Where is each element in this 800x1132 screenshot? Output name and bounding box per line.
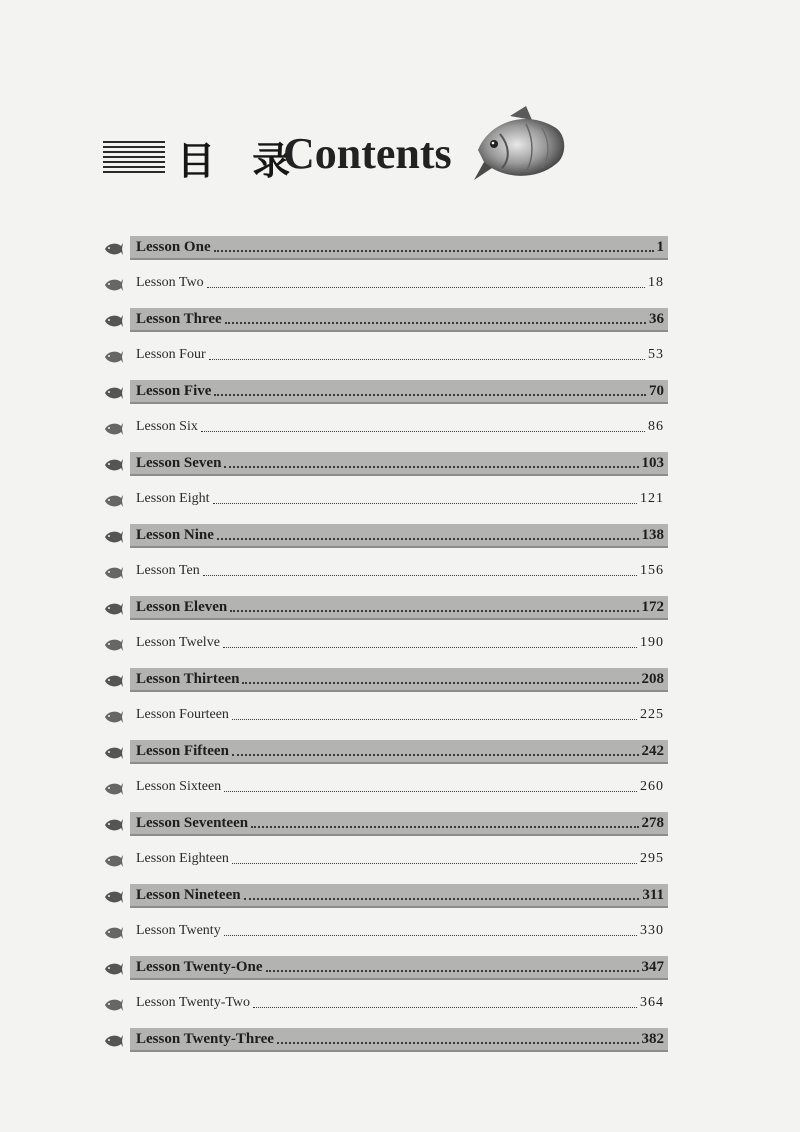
toc-page-number: 260 — [640, 779, 664, 794]
dot-leader — [214, 394, 646, 396]
dot-leader — [213, 503, 638, 504]
toc-page-number: 138 — [641, 526, 664, 543]
fish-bullet-icon — [104, 278, 124, 292]
dot-leader — [207, 287, 645, 288]
toc-label: Lesson Six — [136, 419, 198, 434]
toc-page-number: 53 — [648, 347, 664, 362]
toc-row[interactable] — [100, 956, 670, 980]
dot-leader — [223, 647, 637, 648]
toc-row[interactable] — [100, 272, 670, 296]
decorative-rule-lines — [103, 141, 165, 177]
toc-page-number: 70 — [649, 382, 664, 399]
toc-label: Lesson Ten — [136, 563, 200, 578]
fish-bullet-icon — [104, 422, 124, 436]
toc-page-number: 242 — [641, 742, 664, 759]
dot-leader — [253, 1007, 637, 1008]
toc-row[interactable] — [100, 344, 670, 368]
toc-label: Lesson Sixteen — [136, 779, 222, 794]
toc-label: Lesson Nineteen — [136, 886, 241, 903]
dot-leader — [244, 898, 640, 900]
dot-leader — [201, 431, 645, 432]
toc-label: Lesson Eight — [136, 491, 210, 506]
toc-page-number: 208 — [641, 670, 664, 687]
dot-leader — [232, 754, 639, 756]
toc-page-number: 103 — [641, 454, 664, 471]
fish-bullet-icon — [104, 350, 124, 364]
toc-row[interactable] — [100, 776, 670, 800]
fish-bullet-icon — [104, 566, 124, 580]
toc-row[interactable] — [100, 308, 670, 332]
toc-row[interactable] — [100, 848, 670, 872]
dot-leader — [225, 322, 646, 324]
toc-label: Lesson Eighteen — [136, 851, 229, 866]
toc-label: Lesson Seventeen — [136, 814, 249, 831]
toc-page-number: 311 — [642, 886, 664, 903]
fish-bullet-icon — [104, 746, 124, 760]
toc-label: Lesson Twenty-Two — [136, 995, 251, 1010]
toc-label: Lesson Thirteen — [136, 670, 240, 687]
toc-label: Lesson One — [136, 238, 211, 255]
toc-page-number: 190 — [640, 635, 664, 650]
fish-bullet-icon — [104, 674, 124, 688]
english-title: Contents — [283, 129, 452, 178]
toc-page-number: 121 — [640, 491, 664, 506]
toc-label: Lesson Twenty — [136, 923, 221, 938]
fish-bullet-icon — [104, 926, 124, 940]
toc-row[interactable] — [100, 560, 670, 584]
toc-row[interactable] — [100, 668, 670, 692]
fish-bullet-icon — [104, 458, 124, 472]
toc-row[interactable] — [100, 884, 670, 908]
fish-bullet-icon — [104, 386, 124, 400]
fish-bullet-icon — [104, 962, 124, 976]
toc-label: Lesson Twenty-One — [136, 958, 263, 975]
toc-page-number: 18 — [648, 275, 664, 290]
dot-leader — [230, 610, 638, 612]
fish-bullet-icon — [104, 1034, 124, 1048]
toc-page-number: 156 — [640, 563, 664, 578]
dot-leader — [224, 935, 637, 936]
toc-row[interactable] — [100, 380, 670, 404]
fish-bullet-icon — [104, 818, 124, 832]
toc-row[interactable] — [100, 992, 670, 1016]
toc-row[interactable] — [100, 596, 670, 620]
toc-page-number: 172 — [641, 598, 664, 615]
toc-row[interactable] — [100, 524, 670, 548]
toc-label: Lesson Four — [136, 347, 206, 362]
toc-row[interactable] — [100, 416, 670, 440]
fish-bullet-icon — [104, 242, 124, 256]
toc-page-number: 382 — [641, 1030, 664, 1047]
dot-leader — [232, 863, 637, 864]
toc-row[interactable] — [100, 452, 670, 476]
fish-bullet-icon — [104, 782, 124, 796]
toc-page-number: 364 — [640, 995, 664, 1010]
fish-bullet-icon — [104, 638, 124, 652]
toc-row[interactable] — [100, 920, 670, 944]
toc-label: Lesson Fifteen — [136, 742, 229, 759]
toc-page-number: 36 — [649, 310, 664, 327]
dot-leader — [242, 682, 638, 684]
toc-label: Lesson Two — [136, 275, 204, 290]
fish-bullet-icon — [104, 854, 124, 868]
toc-page-number: 86 — [648, 419, 664, 434]
toc-row[interactable] — [100, 1028, 670, 1052]
toc-label: Lesson Three — [136, 310, 222, 327]
dot-leader — [214, 250, 654, 252]
dot-leader — [209, 359, 645, 360]
dot-leader — [217, 538, 639, 540]
toc-row[interactable] — [100, 812, 670, 836]
angelfish-icon — [470, 106, 570, 186]
dot-leader — [266, 970, 639, 972]
toc-label: Lesson Twelve — [136, 635, 220, 650]
dot-leader — [224, 791, 637, 792]
toc-row[interactable] — [100, 704, 670, 728]
toc-label: Lesson Seven — [136, 454, 222, 471]
toc-row[interactable] — [100, 236, 670, 260]
fish-bullet-icon — [104, 494, 124, 508]
toc-label: Lesson Nine — [136, 526, 214, 543]
toc-label: Lesson Fourteen — [136, 707, 229, 722]
fish-bullet-icon — [104, 314, 124, 328]
fish-bullet-icon — [104, 890, 124, 904]
toc-page-number: 225 — [640, 707, 664, 722]
toc-page-number: 278 — [641, 814, 664, 831]
toc-row[interactable] — [100, 488, 670, 512]
dot-leader — [232, 719, 637, 720]
toc-row[interactable] — [100, 740, 670, 764]
fish-bullet-icon — [104, 998, 124, 1012]
toc-row[interactable] — [100, 632, 670, 656]
contents-header — [103, 108, 623, 198]
fish-bullet-icon — [104, 710, 124, 724]
toc-page-number: 330 — [640, 923, 664, 938]
toc-page-number: 295 — [640, 851, 664, 866]
chinese-title: 目 录 — [177, 139, 303, 183]
toc-label: Lesson Eleven — [136, 598, 228, 615]
toc-label: Lesson Five — [136, 382, 212, 399]
fish-bullet-icon — [104, 602, 124, 616]
dot-leader — [224, 466, 638, 468]
fish-bullet-icon — [104, 530, 124, 544]
toc-page-number: 1 — [656, 238, 664, 255]
dot-leader — [203, 575, 637, 576]
dot-leader — [277, 1042, 639, 1044]
dot-leader — [251, 826, 638, 828]
toc-page-number: 347 — [641, 958, 664, 975]
toc-label: Lesson Twenty-Three — [136, 1030, 274, 1047]
